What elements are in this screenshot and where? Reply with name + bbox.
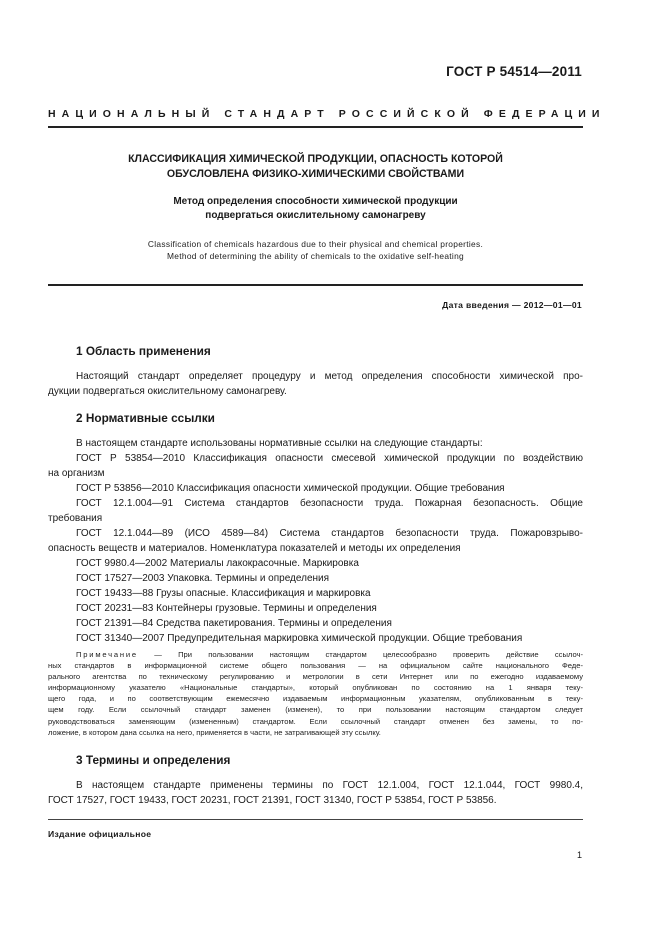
- section-2-heading: 2 Нормативные ссылки: [76, 411, 215, 425]
- reference-line: на организм: [48, 468, 105, 479]
- document-title: [48, 152, 583, 182]
- gost-code: ГОСТ Р 54514—2011: [446, 64, 582, 79]
- title-line-1: КЛАССИФИКАЦИЯ ХИМИЧЕСКОЙ ПРОДУКЦИИ, ОПАСНОСТЬ КОТОРОЙ: [128, 153, 503, 165]
- reference-line: ГОСТ 21391—84 Средства пакетирования. Термины и определения: [76, 618, 392, 629]
- note-line: рального агентства по техническому регулированию и метрологии в сети Интернет или по ежегодно издаваемому: [48, 672, 583, 682]
- document-subtitle: [48, 195, 583, 223]
- section-3-text-line-1: В настоящем стандарте применены термины по ГОСТ 12.1.004, ГОСТ 12.1.044, ГОСТ 9980.4,: [76, 780, 583, 791]
- note-label: Примечание: [76, 650, 138, 659]
- references-intro: В настоящем стандарте использованы нормативные ссылки на следующие стандарты:: [76, 438, 483, 449]
- reference-line: ГОСТ 31340—2007 Предупредительная маркировка химической продукции. Общие требования: [76, 633, 523, 644]
- note-line: руководствоваться заменяющим (измененным) стандартом. Если ссылочный стандарт отменен без замены, то по-: [48, 716, 583, 726]
- english-title-line-1: Classification of chemicals hazardous due to their physical and chemical properties.: [147, 239, 484, 249]
- section-1-heading: 1 Область применения: [76, 344, 211, 358]
- header-rule: [48, 126, 583, 128]
- section-1-text-line-2: дукции подвергаться окислительному самонагреву.: [48, 386, 287, 397]
- reference-line: требования: [48, 513, 103, 524]
- official-edition-label: Издание официальное: [48, 829, 152, 839]
- reference-line: опасность веществ и материалов. Номенклатура показателей и методы их определения: [48, 543, 461, 554]
- page-number: 1: [576, 850, 582, 860]
- subtitle-line-2: подвергаться окислительному самонагреву: [205, 210, 426, 221]
- reference-line: ГОСТ 19433—88 Грузы опасные. Классификация и маркировка: [76, 588, 371, 599]
- title-line-2: ОБУСЛОВЛЕНА ФИЗИКО-ХИМИЧЕСКИМИ СВОЙСТВАМИ: [166, 168, 465, 180]
- section-3-heading: 3 Термины и определения: [76, 753, 231, 767]
- reference-line: ГОСТ 17527—2003 Упаковка. Термины и определения: [76, 573, 330, 584]
- note-line: щего года, и по соответствующим ежемесячно издаваемым информационным указателям, опубликованным в теку-: [48, 694, 583, 704]
- references-note: [48, 649, 583, 738]
- note-line: Примечание — При пользовании настоящим стандартом целесообразно проверить действие ссылоч-: [76, 650, 583, 659]
- national-standard-banner: НАЦИОНАЛЬНЫЙ СТАНДАРТ РОССИЙСКОЙ ФЕДЕРАЦИИ: [48, 108, 606, 120]
- section-1-text-line-1: Настоящий стандарт определяет процедуру и метод определения способности химической про-: [76, 371, 583, 382]
- introduction-date: Дата введения — 2012—01—01: [442, 300, 582, 310]
- note-line: щем году. Если ссылочный стандарт заменен (изменен), то при пользовании настоящим стандартом следует: [48, 705, 583, 715]
- title-rule: [48, 284, 583, 286]
- reference-line: ГОСТ 12.1.044—89 (ИСО 4589—84) Система стандартов безопасности труда. Пожаровзрыво-: [76, 528, 583, 539]
- note-line: ложение, в котором дана ссылка на него, применяется в части, не затрагивающей эту ссылку.: [48, 727, 381, 737]
- reference-line: ГОСТ Р 53856—2010 Классификация опасности химической продукции. Общие требования: [76, 483, 505, 494]
- footer-rule: [48, 819, 583, 820]
- note-line: ных стандартов в информационной системе общего пользования — на официальном сайте национального Феде-: [48, 661, 583, 671]
- subtitle-line-1: Метод определения способности химической продукции: [173, 196, 458, 207]
- reference-line: ГОСТ 9980.4—2002 Материалы лакокрасочные. Маркировка: [76, 558, 359, 569]
- section-3-text-line-2: ГОСТ 17527, ГОСТ 19433, ГОСТ 20231, ГОСТ 21391, ГОСТ 31340, ГОСТ Р 53854, ГОСТ Р 53856.: [48, 795, 497, 806]
- english-title: [48, 238, 583, 262]
- english-title-line-2: Method of determining the ability of chemicals to the oxidative self-heating: [167, 251, 464, 261]
- reference-line: ГОСТ 20231—83 Контейнеры грузовые. Термины и определения: [76, 603, 377, 614]
- reference-line: ГОСТ Р 53854—2010 Классификация опасности смесевой химической продукции по воздействию: [76, 453, 583, 464]
- note-line: информационному указателю «Национальные стандарты», который опубликован по состоянию на 1 января теку-: [48, 683, 583, 693]
- reference-line: ГОСТ 12.1.004—91 Система стандартов безопасности труда. Пожарная безопасность. Общие: [76, 498, 583, 509]
